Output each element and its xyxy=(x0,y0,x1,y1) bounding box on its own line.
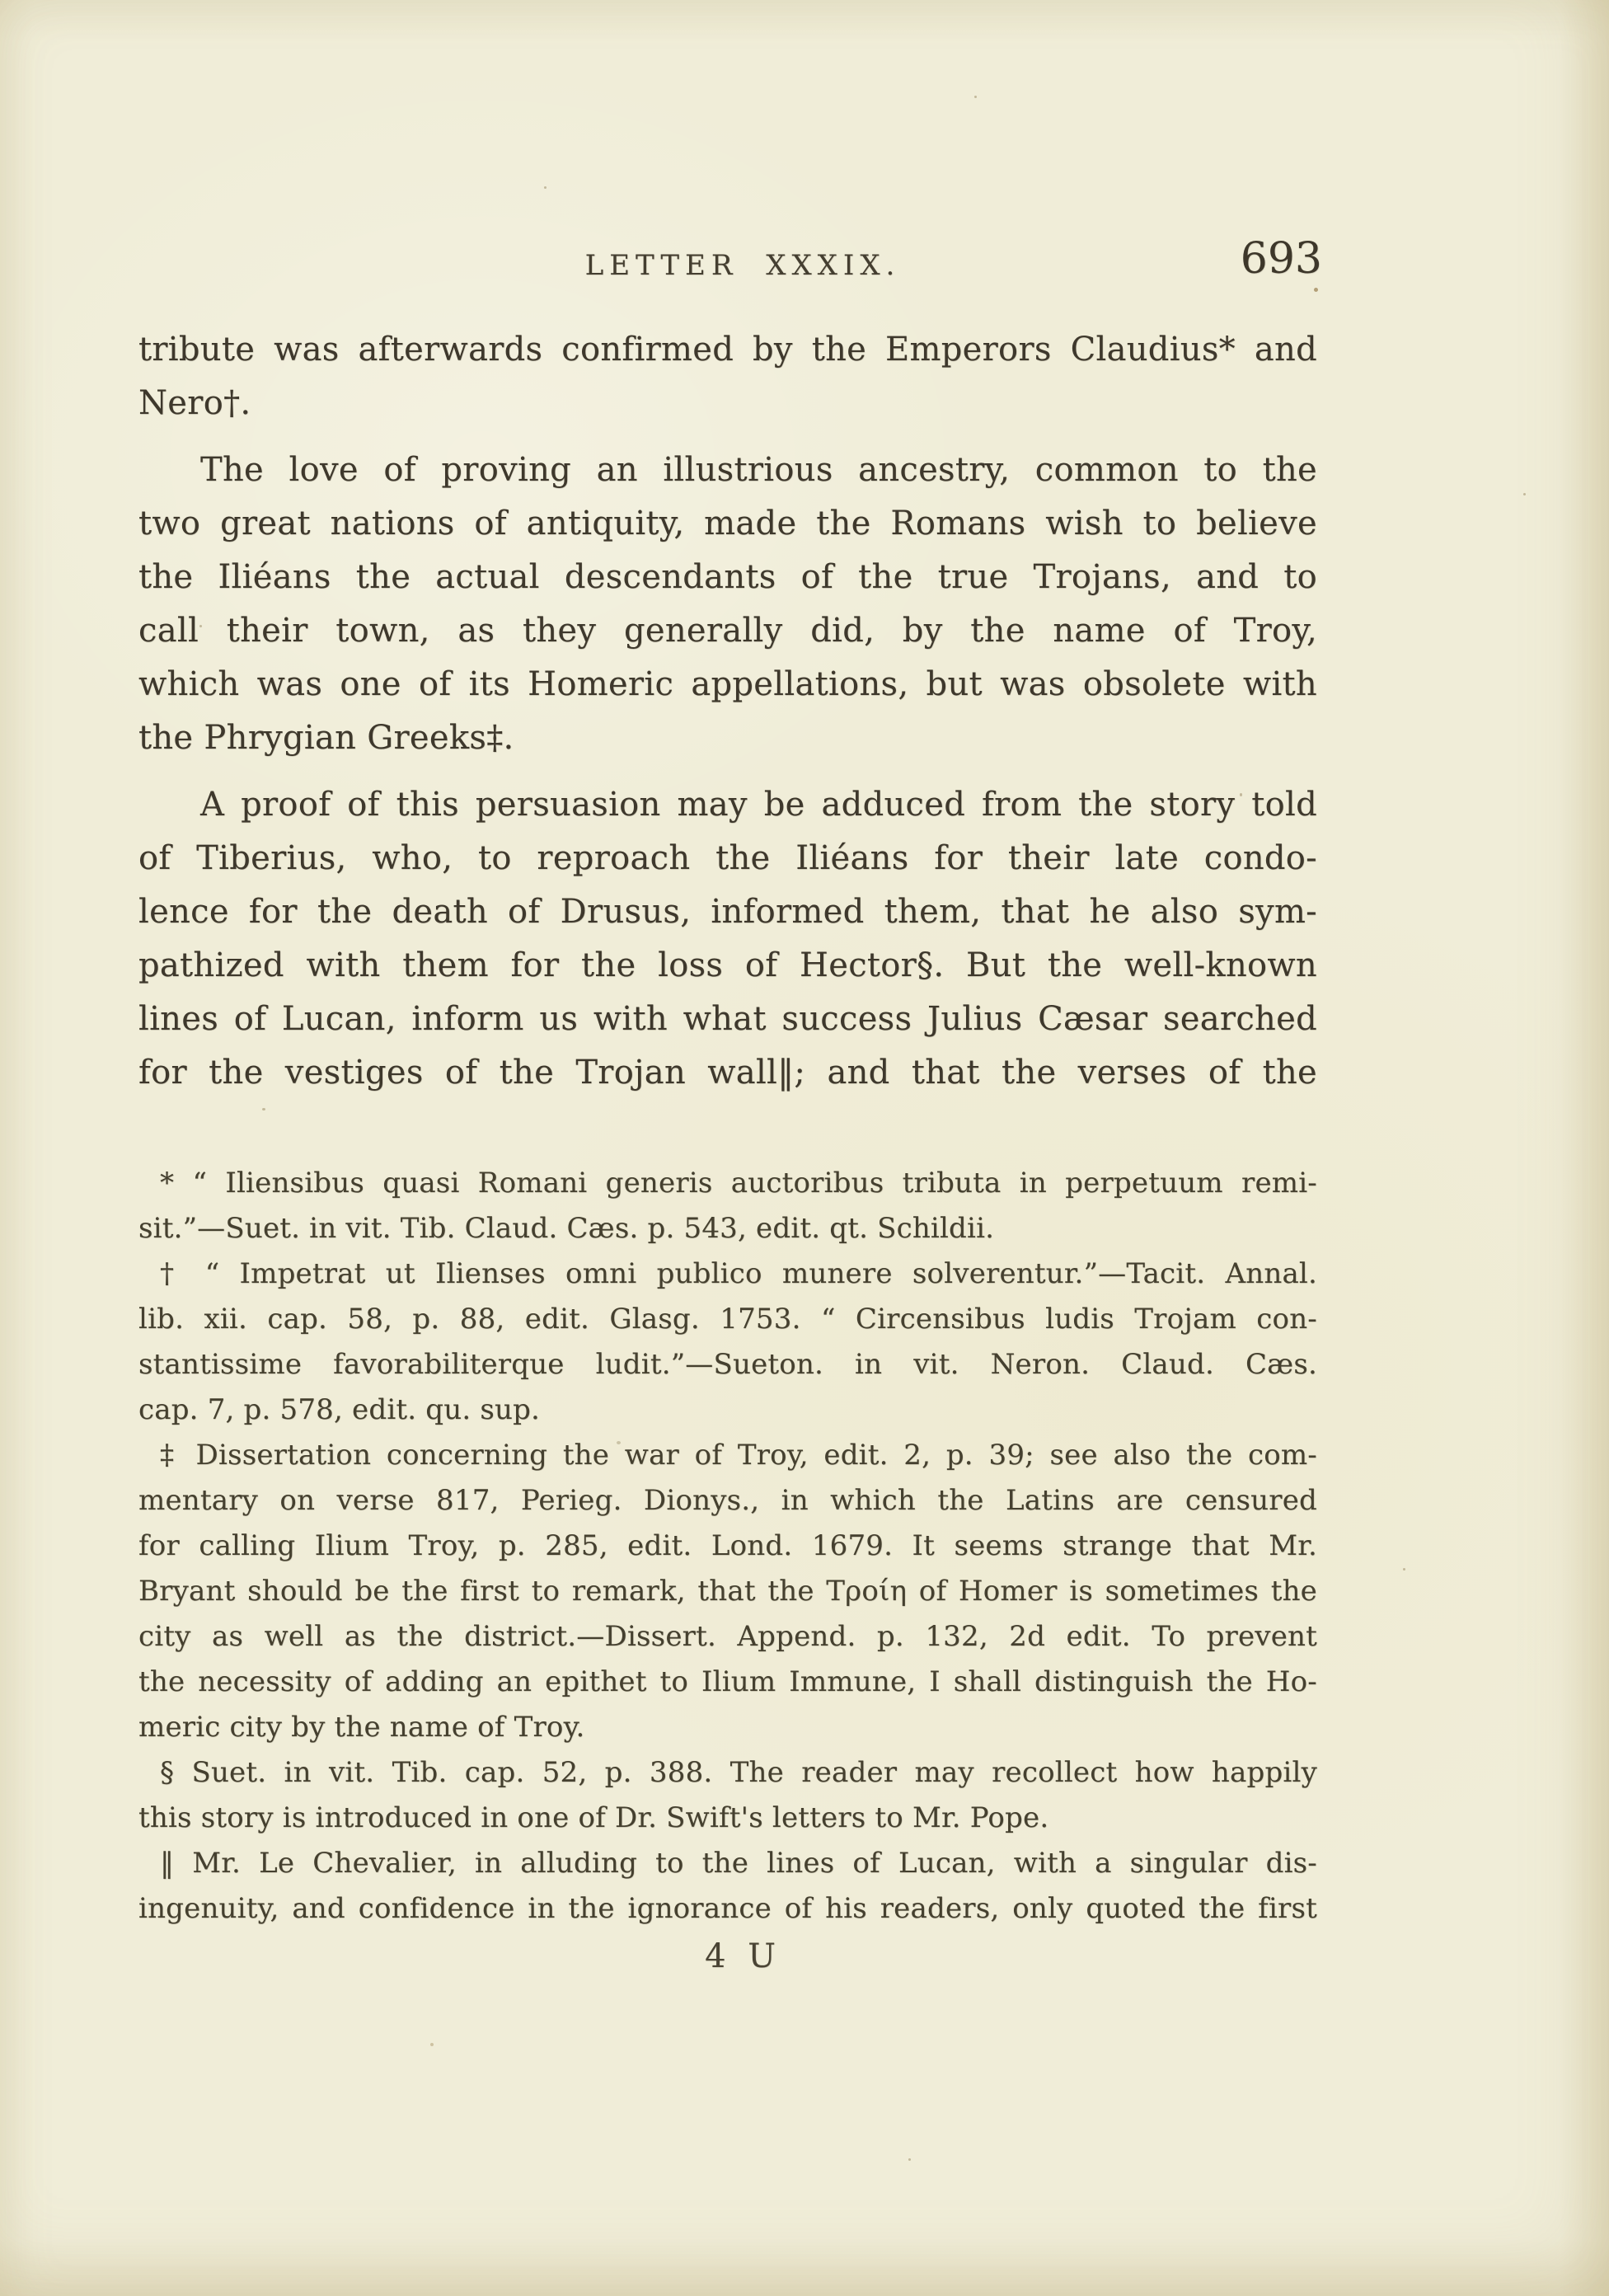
body-text-line: the Iliéans the actual descendants of the true Trojans, and to xyxy=(138,558,1317,596)
paper-speck xyxy=(1403,1568,1405,1571)
footnote-line: ‖ Mr. Le Chevalier, in alluding to the lines of Lucan, with a singular dis- xyxy=(160,1847,1317,1880)
body-text-line: which was one of its Homeric appellations, but was obsolete with xyxy=(138,665,1317,703)
footnotes xyxy=(138,1161,1317,1932)
paper-speck xyxy=(908,2158,911,2161)
footnote-line: for calling Ilium Troy, p. 285, edit. Lond. 1679. It seems strange that Mr. xyxy=(138,1529,1317,1562)
footnote xyxy=(138,1750,1317,1841)
paper-speck xyxy=(199,625,202,627)
paper-speck xyxy=(974,96,977,98)
page-number: 693 xyxy=(1240,234,1322,284)
footnote-line: Bryant should be the first to remark, that the Τροίη of Homer is sometimes the xyxy=(138,1575,1317,1608)
footnote-line: lib. xii. cap. 58, p. 88, edit. Glasg. 1753. “ Circensibus ludis Trojam con- xyxy=(138,1303,1317,1336)
paper-speck xyxy=(430,2043,434,2046)
footnote xyxy=(138,1841,1317,1932)
body-text-line: call their town, as they generally did, by the name of Troy, xyxy=(138,612,1317,650)
body-text-line: two great nations of antiquity, made the Romans wish to believe xyxy=(138,505,1317,542)
body-text-line: lence for the death of Drusus, informed them, that he also sym- xyxy=(138,893,1317,931)
footnote-line: ingenuity, and confidence in the ignorance of his readers, only quoted the first xyxy=(138,1892,1317,1925)
body-text-line: lines of Lucan, inform us with what success Julius Cæsar searched xyxy=(138,1000,1317,1038)
signature-mark: 4 U xyxy=(705,1937,776,1975)
body-text xyxy=(138,323,1317,1100)
footnote-line: * “ Iliensibus quasi Romani generis auctoribus tributa in perpetuum remi- xyxy=(160,1167,1317,1200)
running-title: LETTER XXXIX. xyxy=(584,249,901,282)
footnote xyxy=(138,1433,1317,1750)
body-text-line: tribute was afterwards confirmed by the Emperors Claudius* and xyxy=(138,331,1317,369)
body-text-line: The love of proving an illustrious ancestry, common to the xyxy=(200,451,1317,489)
footnote xyxy=(138,1161,1317,1251)
footnote-line: stantissime favorabiliterque ludit.”—Sueton. in vit. Neron. Claud. Cæs. xyxy=(138,1348,1317,1381)
footnote-line: ‡ Dissertation concerning the war of Troy, edit. 2, p. 39; see also the com- xyxy=(160,1439,1317,1472)
body-text-line: for the vestiges of the Trojan wall‖; and that the verses of the xyxy=(138,1054,1317,1092)
footnote-line: cap. 7, p. 578, edit. qu. sup. xyxy=(138,1393,541,1426)
paper-speck xyxy=(1314,288,1318,292)
footnote-line: meric city by the name of Troy. xyxy=(138,1711,585,1744)
body-text-line: the Phrygian Greeks‡. xyxy=(138,719,514,757)
paper-speck xyxy=(262,1108,265,1110)
text-column xyxy=(138,234,1322,1976)
footnote-line: the necessity of adding an epithet to Ilium Immune, I shall distinguish the Ho- xyxy=(138,1665,1317,1698)
footnote xyxy=(138,1251,1317,1433)
footnote-line: § Suet. in vit. Tib. cap. 52, p. 388. The reader may recollect how happily xyxy=(160,1756,1317,1789)
paper-speck xyxy=(617,1441,621,1444)
paper-speck xyxy=(1240,793,1242,796)
paragraph xyxy=(138,444,1317,765)
footnote-line: mentary on verse 817, Perieg. Dionys., in which the Latins are censured xyxy=(138,1484,1317,1517)
body-text-line: A proof of this persuasion may be adduced from the story told xyxy=(200,786,1317,824)
footnote-line: † “ Impetrat ut Ilienses omni publico munere solverentur.”—Tacit. Annal. xyxy=(160,1257,1317,1290)
paragraph xyxy=(138,778,1317,1100)
body-text-line: Nero†. xyxy=(138,384,251,422)
footnote-line: sit.”—Suet. in vit. Tib. Claud. Cæs. p. 543, edit. qt. Schildii. xyxy=(138,1212,995,1245)
footnote-line: this story is introduced in one of Dr. Swift's letters to Mr. Pope. xyxy=(138,1801,1049,1834)
body-text-line: of Tiberius, who, to reproach the Iliéans for their late condo- xyxy=(138,839,1317,877)
page-header xyxy=(138,234,1322,323)
paper-speck xyxy=(1523,493,1526,495)
body-text-line: pathized with them for the loss of Hector§. But the well-known xyxy=(138,946,1317,984)
paragraph xyxy=(138,323,1317,430)
footnote-line: city as well as the district.—Dissert. Append. p. 132, 2d edit. To prevent xyxy=(138,1620,1317,1653)
paper-speck xyxy=(544,186,546,189)
